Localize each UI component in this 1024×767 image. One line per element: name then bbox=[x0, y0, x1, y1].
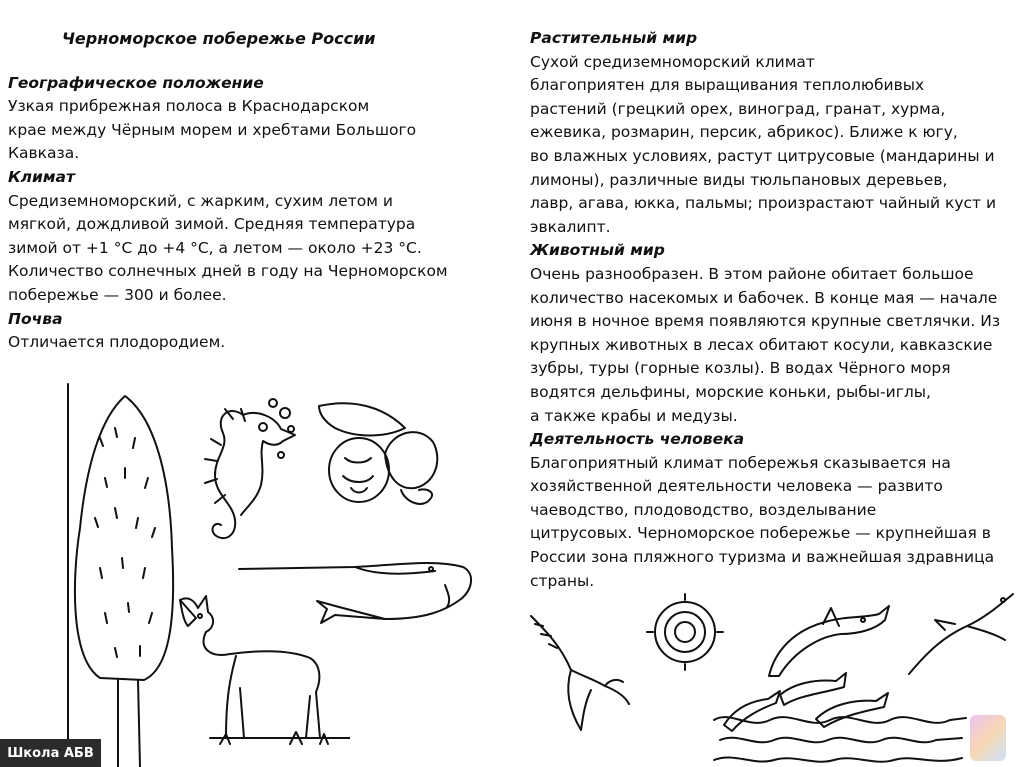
text-line: Благоприятный климат побережья сказывается на bbox=[530, 453, 951, 472]
text-line: страны. bbox=[530, 571, 595, 590]
section-heading-fauna: Животный мир bbox=[530, 241, 665, 260]
section-heading-human-activity: Деятельность человека bbox=[530, 430, 745, 449]
text-line: Очень разнообразен. В этом районе обитает большое bbox=[530, 264, 974, 283]
text-line: зубры, туры (горные козлы). В водах Чёрного моря bbox=[530, 359, 951, 378]
text-line: Кавказа. bbox=[8, 144, 80, 163]
text-line: Количество солнечных дней в году на Черноморском bbox=[8, 262, 448, 281]
text-line: России зона пляжного туризма и важнейшая здравница bbox=[530, 548, 995, 567]
text-line: лимоны), различные виды тюльпановых деревьев, bbox=[530, 170, 948, 189]
text-line: лавр, агава, юкка, пальмы; произрастают чайный куст и bbox=[530, 194, 997, 213]
text-line: июня в ночное время появляются крупные светлячки. Из bbox=[530, 312, 1001, 331]
section-heading-flora: Растительный мир bbox=[530, 29, 698, 47]
text-line: Сухой средиземноморский климат bbox=[530, 52, 815, 71]
section-heading-climate: Климат bbox=[8, 167, 75, 186]
sun-illustration bbox=[645, 592, 725, 672]
text-line: во влажных условиях, растут цитрусовые (мандарины и bbox=[530, 146, 995, 165]
text-line: хозяйственной деятельности человека — развито bbox=[530, 477, 943, 496]
text-line: эвкалипт. bbox=[530, 217, 611, 236]
text-line: количество насекомых и бабочек. В конце мая — начале bbox=[530, 288, 998, 307]
text-line: побережье — 300 и более. bbox=[8, 285, 227, 304]
seagull-illustration bbox=[525, 610, 635, 740]
text-line: Средиземноморский, с жарким, сухим летом и bbox=[8, 191, 393, 210]
text-line: чаеводство, плодоводство, возделывание bbox=[530, 500, 877, 519]
text-line: зимой от +1 °С до +4 °С, а летом — около +23 °С. bbox=[8, 238, 422, 257]
text-line: Отличается плодородием. bbox=[8, 333, 226, 352]
text-line: крае между Чёрным морем и хребтами Большого bbox=[8, 120, 417, 139]
text-line: мягкой, дождливой зимой. Средняя температура bbox=[8, 215, 416, 234]
page-title: Черноморское побережье России bbox=[62, 29, 376, 48]
sea-waves-illustration bbox=[710, 710, 970, 767]
school-logo-icon bbox=[970, 715, 1006, 761]
school-badge: Школа АБВ bbox=[0, 739, 101, 767]
text-line: цитрусовых. Черноморское побережье — крупнейшая в bbox=[530, 524, 991, 543]
walnut-illustration bbox=[315, 398, 445, 518]
left-column bbox=[8, 27, 508, 355]
text-line: крупных животных в лесах обитают косули, кавказские bbox=[530, 335, 993, 354]
roe-deer-illustration bbox=[170, 588, 350, 758]
flying-bird-illustration bbox=[905, 590, 1020, 680]
text-line: Узкая прибрежная полоса в Краснодарском bbox=[8, 97, 370, 116]
section-heading-soil: Почва bbox=[8, 309, 63, 328]
text-line: ежевика, розмарин, персик, абрикос). Ближе к югу, bbox=[530, 123, 958, 142]
seahorse-illustration bbox=[185, 395, 305, 550]
text-line: водятся дельфины, морские коньки, рыбы-иглы, bbox=[530, 382, 931, 401]
text-line: а также крабы и медузы. bbox=[530, 406, 738, 425]
right-column bbox=[530, 27, 1022, 593]
text-line: растений (грецкий орех, виноград, гранат, хурма, bbox=[530, 99, 946, 118]
text-line: благоприятен для выращивания теплолюбивых bbox=[530, 76, 925, 95]
section-heading-geography: Географическое положение bbox=[8, 73, 264, 92]
